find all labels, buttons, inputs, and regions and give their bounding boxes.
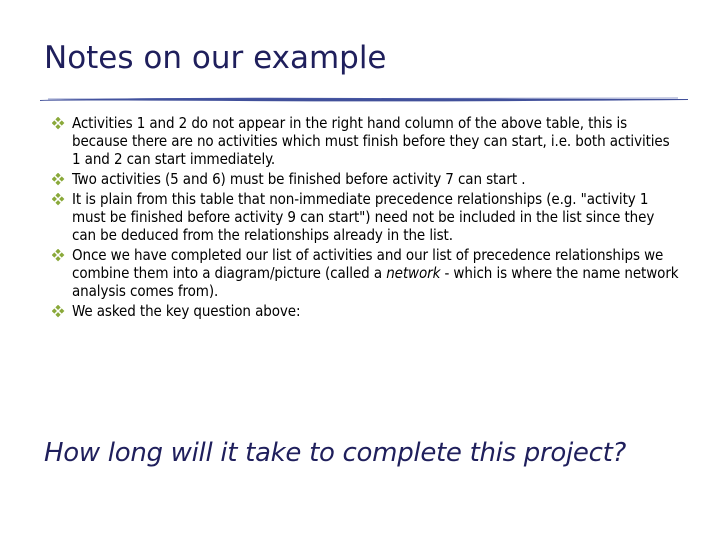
diamond-cluster-icon xyxy=(52,193,65,206)
diamond-cluster-icon xyxy=(52,249,65,262)
bullet-text: Once we have completed our list of activities and our list of precedence relationships we combine them into a diagram/picture (called a xyxy=(72,246,664,282)
slide-title: Notes on our example xyxy=(44,40,387,76)
diamond-cluster-icon xyxy=(52,173,65,186)
bullet-text: We asked the key question above: xyxy=(72,302,301,320)
diamond-cluster-icon xyxy=(52,117,65,130)
bullet-item xyxy=(52,190,682,244)
diamond-cluster-icon xyxy=(52,305,65,318)
bullet-list xyxy=(52,114,682,322)
bullet-text: It is plain from this table that non-immediate precedence relationships (e.g. "activity 1 must be finished before activity 9 can start") need not be included in the list since they can be deduced from the relationships already in the list. xyxy=(72,190,655,244)
bullet-text: Activities 1 and 2 do not appear in the right hand column of the above table, this is because there are no activities which must finish before they can start, i.e. both activities 1 and 2 can start immediately. xyxy=(72,114,670,168)
title-underline xyxy=(38,94,690,104)
key-question: How long will it take to complete this project? xyxy=(44,438,626,468)
bullet-text: - which is where the name network analysis comes from). xyxy=(72,264,679,300)
bullet-text: Two activities (5 and 6) must be finished before activity 7 can start . xyxy=(72,170,526,188)
bullet-item xyxy=(52,302,682,320)
bullet-item xyxy=(52,246,682,300)
bullet-text-italic: network xyxy=(386,264,441,282)
bullet-item xyxy=(52,170,682,188)
bullet-item xyxy=(52,114,682,168)
